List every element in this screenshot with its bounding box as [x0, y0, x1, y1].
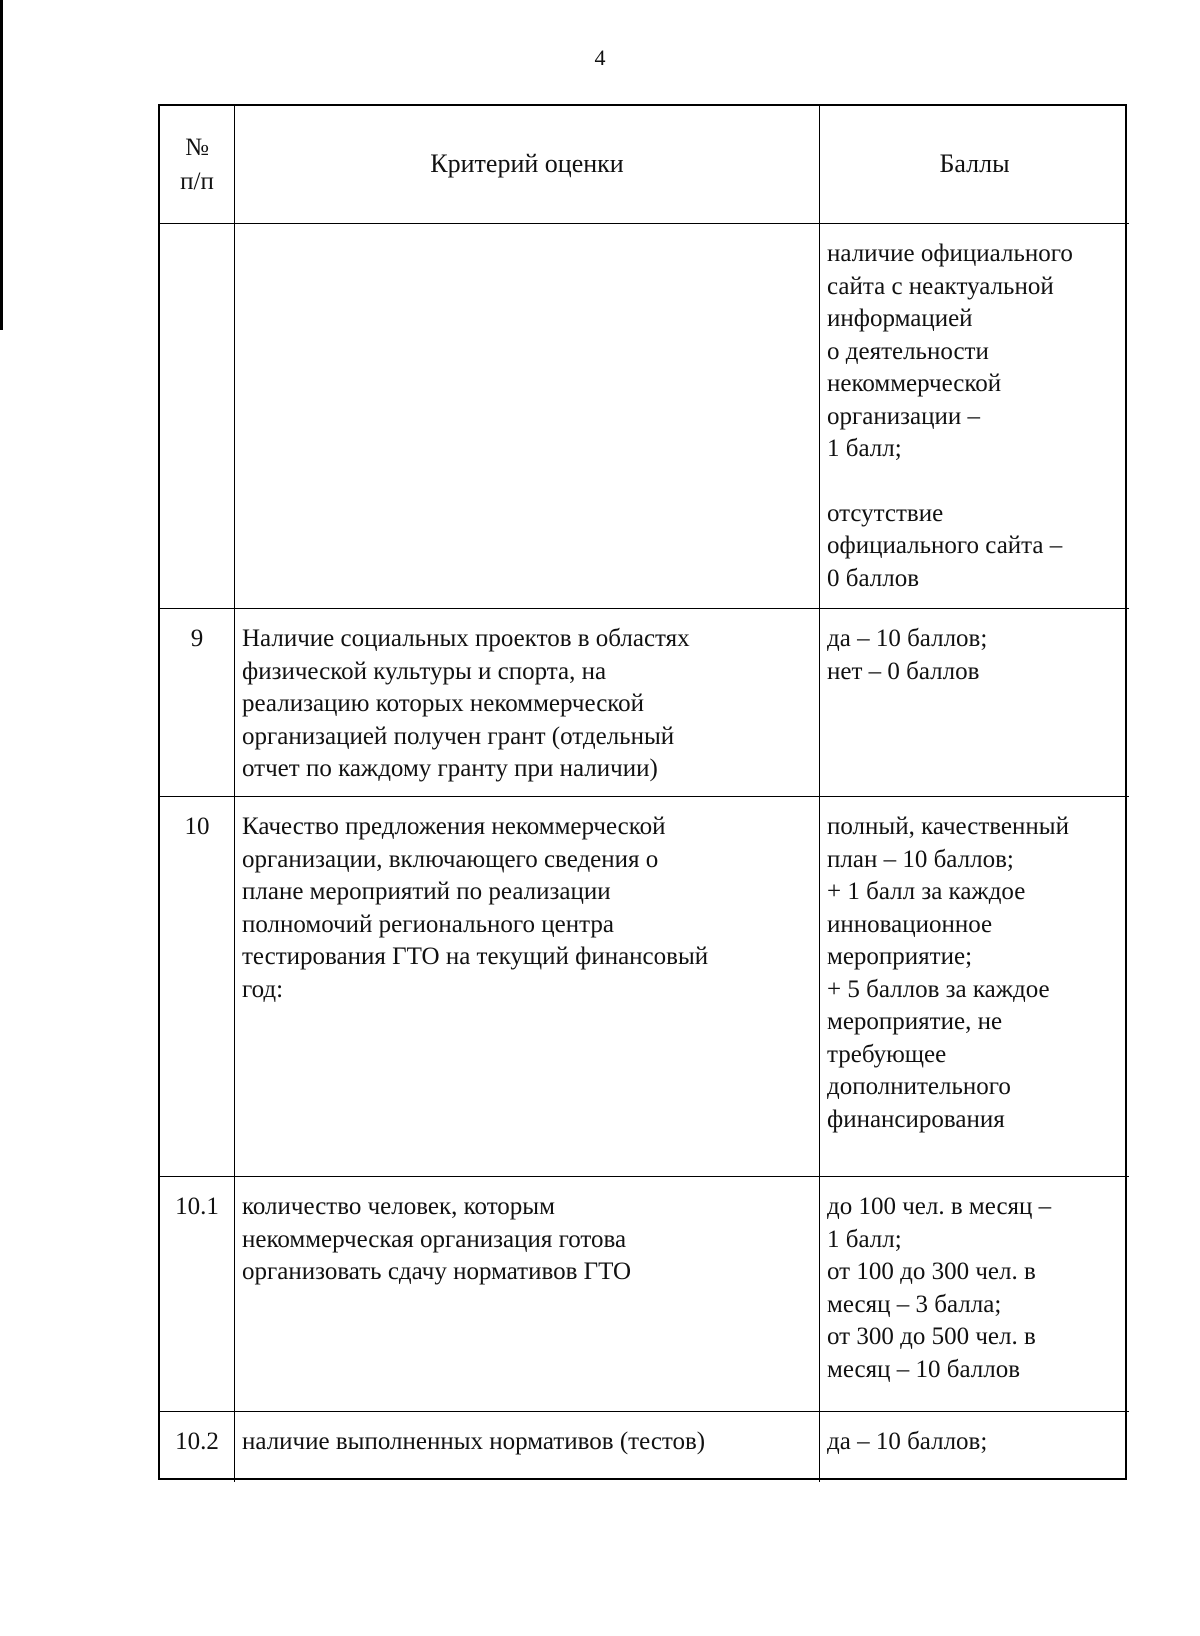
criterion-line: полномочий регионального центра — [242, 910, 614, 938]
row-3-criterion-cell — [235, 1177, 820, 1412]
row-1-score-cell — [820, 609, 1129, 797]
header-score: Баллы — [939, 149, 1010, 179]
score-line: + 5 баллов за каждое — [827, 975, 1050, 1003]
score-line: 1 балл; — [827, 1225, 902, 1253]
criterion-line: организацией получен грант (отдельный — [242, 722, 675, 750]
row-2-num-cell: 10 — [160, 797, 235, 1177]
criterion-line: Наличие социальных проектов в областях — [242, 625, 690, 652]
row-1-num-cell: 9 — [160, 609, 235, 797]
score-line: сайта с неактуальной — [827, 272, 1054, 300]
criterion-line: некоммерческая организация готова — [242, 1225, 627, 1253]
score-line: до 100 чел. в месяц – — [827, 1193, 1052, 1220]
score-line: организации – — [827, 402, 980, 430]
score-line: официального сайта – — [827, 532, 1063, 559]
score-line: информацией — [827, 305, 973, 332]
score-line: нет – 0 баллов — [827, 657, 980, 685]
score-line: наличие официального — [827, 240, 1073, 267]
score-line: 0 баллов — [827, 564, 920, 592]
score-line: требующее — [827, 1040, 947, 1068]
row-3-num-cell: 10.1 — [160, 1177, 235, 1412]
criterion-line: физической культуры и спорта, на — [242, 657, 607, 685]
row-2-score-cell — [820, 797, 1129, 1177]
score-line: план – 10 баллов; — [827, 845, 1014, 873]
score-line: да – 10 баллов; — [827, 625, 988, 652]
header-num-label: п/п — [180, 167, 214, 195]
row-0-score-cell — [820, 224, 1129, 609]
score-line: мероприятие, не — [827, 1008, 1003, 1035]
score-line: да – 10 баллов; — [827, 1428, 988, 1455]
criterion-line: реализацию которых некоммерческой — [242, 690, 645, 717]
criterion-line: Качество предложения некоммерческой — [242, 813, 666, 840]
row-2-criterion-cell — [235, 797, 820, 1177]
score-line: месяц – 3 балла; — [827, 1290, 1002, 1318]
score-line: дополнительного — [827, 1073, 1011, 1100]
criterion-line: количество человек, которым — [242, 1193, 555, 1220]
criterion-line: тестирования ГТО на текущий финансовый — [242, 943, 709, 970]
row-0-num-cell — [160, 224, 235, 609]
row-4-criterion-cell — [235, 1412, 820, 1482]
header-criterion: Критерий оценки — [430, 149, 624, 179]
score-line: от 100 до 300 чел. в — [827, 1258, 1036, 1285]
criterion-line: организации, включающего сведения о — [242, 845, 659, 873]
row-0-criterion-cell — [235, 224, 820, 609]
score-line: некоммерческой — [827, 370, 1002, 397]
score-line: инновационное — [827, 910, 993, 938]
criterion-line: плане мероприятий по реализации — [242, 878, 611, 905]
row-4-num-cell: 10.2 — [160, 1412, 235, 1482]
criterion-line: наличие выполненных нормативов (тестов) — [242, 1428, 706, 1455]
score-line: финансирования — [827, 1105, 1005, 1133]
score-line: отсутствие — [827, 499, 944, 527]
score-line: + 1 балл за каждое — [827, 878, 1026, 905]
criterion-line: отчет по каждому гранту при наличии) — [242, 755, 658, 782]
row-4-score-cell — [820, 1412, 1129, 1482]
score-line: полный, качественный — [827, 813, 1069, 840]
header-num-cell — [160, 106, 235, 224]
score-line: месяц – 10 баллов — [827, 1355, 1021, 1383]
header-num-symbol: № — [185, 133, 209, 161]
score-line: мероприятие; — [827, 943, 973, 970]
criterion-line: организовать сдачу нормативов ГТО — [242, 1258, 632, 1285]
header-criterion-cell — [235, 106, 820, 224]
score-line: о деятельности — [827, 337, 989, 365]
score-line: 1 балл; — [827, 435, 902, 462]
row-3-score-cell — [820, 1177, 1129, 1412]
row-1-criterion-cell — [235, 609, 820, 797]
header-score-cell — [820, 106, 1129, 224]
score-group-gap — [827, 466, 1123, 498]
page-number: 4 — [594, 45, 606, 70]
criterion-line: год: — [242, 975, 284, 1003]
score-line: от 300 до 500 чел. в — [827, 1323, 1036, 1350]
criteria-table — [158, 104, 1127, 1480]
